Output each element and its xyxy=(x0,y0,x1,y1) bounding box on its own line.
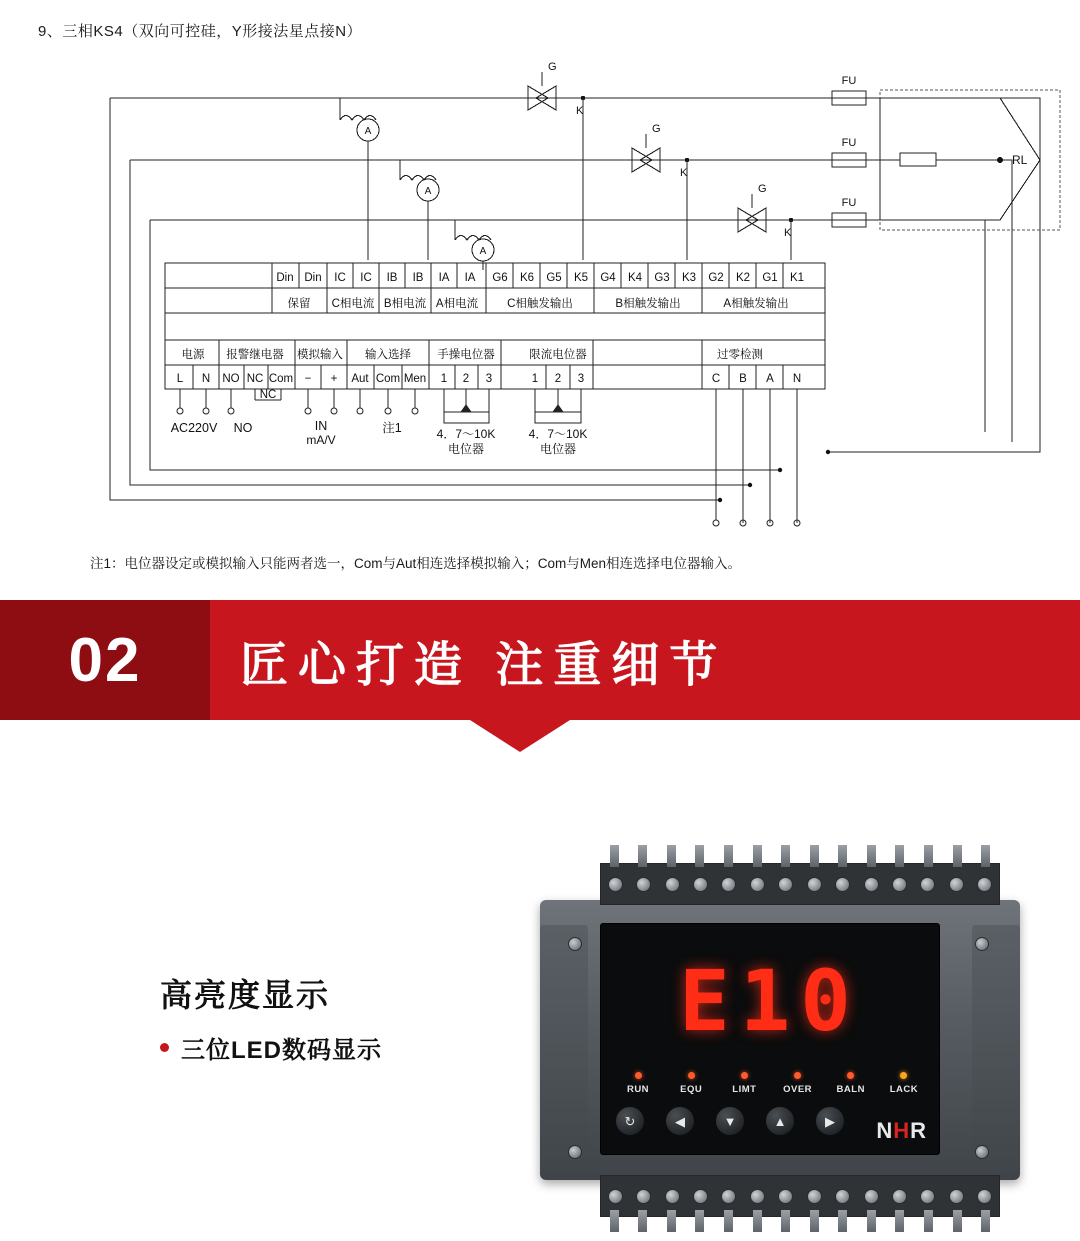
terminal-screw xyxy=(750,1189,765,1204)
banner-number: 02 xyxy=(68,625,142,695)
terminal-pin xyxy=(953,845,962,867)
svg-text:K3: K3 xyxy=(681,272,697,284)
terminal-screw xyxy=(778,877,793,892)
terminal-pin xyxy=(810,845,819,867)
svg-text:K1: K1 xyxy=(789,272,805,284)
svg-text:2: 2 xyxy=(462,373,470,385)
button-row xyxy=(615,1106,845,1136)
led-dot-icon xyxy=(688,1072,695,1079)
indicator-row xyxy=(615,1072,927,1095)
svg-text:K: K xyxy=(576,105,584,117)
svg-text:AC220V: AC220V xyxy=(170,421,218,435)
svg-text:1: 1 xyxy=(440,373,448,385)
svg-text:电位器: 电位器 xyxy=(539,442,577,456)
svg-text:K5: K5 xyxy=(573,272,589,284)
terminal-pin xyxy=(981,1210,990,1232)
svg-text:过零检测: 过零检测 xyxy=(717,349,763,361)
svg-text:C: C xyxy=(711,373,721,385)
indicator-over xyxy=(775,1072,821,1095)
svg-text:K6: K6 xyxy=(519,272,535,284)
svg-text:Com: Com xyxy=(268,373,294,385)
terminal-screw xyxy=(665,1189,680,1204)
terminal-pin xyxy=(638,1210,647,1232)
led-dot-icon xyxy=(741,1072,748,1079)
terminal-screw xyxy=(920,1189,935,1204)
terminal-pin xyxy=(867,845,876,867)
terminal-screw xyxy=(636,1189,651,1204)
indicator-run xyxy=(615,1072,661,1095)
led-dot-icon xyxy=(794,1072,801,1079)
svg-text:IA: IA xyxy=(438,272,450,284)
device-side-left xyxy=(540,925,588,1150)
svg-text:A: A xyxy=(424,186,432,197)
terminal-pin xyxy=(867,1210,876,1232)
terminal-pin xyxy=(981,845,990,867)
feature-item xyxy=(160,1030,382,1065)
terminal-screw xyxy=(949,1189,964,1204)
terminal-pin xyxy=(924,1210,933,1232)
brand-logo: NHR xyxy=(876,1118,927,1143)
svg-text:FU: FU xyxy=(841,197,857,209)
svg-text:模拟输入: 模拟输入 xyxy=(297,349,343,361)
svg-text:NC: NC xyxy=(259,389,277,401)
corner-screw xyxy=(568,937,582,951)
svg-text:N: N xyxy=(201,373,211,385)
terminal-screw xyxy=(864,1189,879,1204)
led-dot-icon xyxy=(635,1072,642,1079)
terminal-screw xyxy=(977,877,992,892)
terminal-screw xyxy=(892,1189,907,1204)
svg-text:保留: 保留 xyxy=(287,298,311,310)
svg-text:IA: IA xyxy=(464,272,476,284)
svg-text:N: N xyxy=(792,373,802,385)
svg-text:G: G xyxy=(548,61,557,73)
terminal-pin xyxy=(781,845,790,867)
svg-text:2: 2 xyxy=(554,373,562,385)
terminal-pin xyxy=(953,1210,962,1232)
terminal-pin xyxy=(895,1210,904,1232)
svg-text:+: + xyxy=(330,373,338,385)
svg-text:报警继电器: 报警继电器 xyxy=(226,349,284,361)
svg-text:FU: FU xyxy=(841,75,857,87)
svg-text:G5: G5 xyxy=(546,272,562,284)
svg-text:K: K xyxy=(680,167,688,179)
svg-text:B相触发输出: B相触发输出 xyxy=(615,298,681,310)
svg-text:IB: IB xyxy=(386,272,398,284)
banner-number-box xyxy=(0,600,210,720)
terminal-strip-top xyxy=(600,863,1000,905)
svg-text:3: 3 xyxy=(577,373,585,385)
terminal-pin xyxy=(838,1210,847,1232)
svg-text:G4: G4 xyxy=(600,272,616,284)
svg-text:IB: IB xyxy=(412,272,424,284)
svg-text:G1: G1 xyxy=(762,272,778,284)
terminal-screw xyxy=(721,1189,736,1204)
svg-text:Din: Din xyxy=(276,272,294,284)
svg-text:NO: NO xyxy=(222,373,240,385)
terminal-row-pins xyxy=(177,373,801,385)
terminal-pin xyxy=(838,845,847,867)
feature-title: 高亮度显示 xyxy=(160,977,331,1013)
terminal-pin xyxy=(924,845,933,867)
down-button[interactable]: ▼ xyxy=(715,1106,745,1136)
terminal-screw xyxy=(835,877,850,892)
device-front-panel xyxy=(600,923,940,1155)
terminal-pin xyxy=(781,1210,790,1232)
corner-screw xyxy=(568,1145,582,1159)
terminal-screw xyxy=(750,877,765,892)
led-dot-icon xyxy=(900,1072,907,1079)
corner-screw xyxy=(975,1145,989,1159)
terminal-pin xyxy=(610,1210,619,1232)
svg-text:G3: G3 xyxy=(654,272,670,284)
svg-text:电源: 电源 xyxy=(181,349,205,361)
terminal-pin xyxy=(695,1210,704,1232)
terminal-screw xyxy=(665,877,680,892)
terminal-screw xyxy=(693,1189,708,1204)
svg-text:限流电位器: 限流电位器 xyxy=(529,349,587,361)
svg-text:C相电流: C相电流 xyxy=(331,298,375,310)
terminal-row-lower-groups xyxy=(182,347,764,361)
svg-text:Din: Din xyxy=(304,272,322,284)
terminal-screw xyxy=(693,877,708,892)
terminal-pin xyxy=(810,1210,819,1232)
svg-text:NO: NO xyxy=(233,421,253,435)
svg-text:RL: RL xyxy=(1012,153,1028,167)
svg-text:IC: IC xyxy=(360,272,372,284)
terminal-pins-top xyxy=(600,845,1000,867)
indicator-label: EQU xyxy=(680,1084,703,1095)
up-button[interactable]: ▲ xyxy=(765,1106,795,1136)
svg-text:L: L xyxy=(176,373,184,385)
diagram-note: 注1：电位器设定或模拟输入只能两者选一，Com与Aut相连选择模拟输入；Com与Men相连选择电位器输入。 xyxy=(90,556,742,571)
banner-title: 匠心打造 注重细节 xyxy=(240,638,728,692)
terminal-screw xyxy=(835,1189,850,1204)
svg-text:K2: K2 xyxy=(735,272,751,284)
led-dot-icon xyxy=(847,1072,854,1079)
led-display: E10 xyxy=(679,952,861,1050)
terminal-pin xyxy=(724,845,733,867)
svg-text:手操电位器: 手操电位器 xyxy=(437,349,495,361)
terminal-row-groups xyxy=(288,296,789,310)
svg-text:Com: Com xyxy=(375,373,401,385)
indicator-label: OVER xyxy=(783,1084,813,1095)
terminal-pin xyxy=(753,845,762,867)
device-photo xyxy=(520,845,1040,1235)
svg-text:A: A xyxy=(766,373,774,385)
device-side-right xyxy=(972,925,1020,1150)
terminal-screw xyxy=(608,1189,623,1204)
bullet-icon xyxy=(160,1043,169,1052)
svg-text:1: 1 xyxy=(531,373,539,385)
indicator-label: LIMT xyxy=(732,1084,757,1095)
right-button[interactable]: ▶ xyxy=(815,1106,845,1136)
svg-text:K4: K4 xyxy=(627,272,643,284)
svg-text:−: − xyxy=(304,373,312,385)
terminal-screw xyxy=(977,1189,992,1204)
feature-item-label: 三位LED数码显示 xyxy=(181,1037,382,1064)
wiring-diagram xyxy=(0,60,1080,580)
svg-text:4．7～10K: 4．7～10K xyxy=(436,427,496,441)
terminal-screws-top xyxy=(601,864,999,904)
indicator-equ xyxy=(668,1072,714,1095)
indicator-baln xyxy=(828,1072,874,1095)
svg-text:Aut: Aut xyxy=(351,373,369,385)
svg-text:Men: Men xyxy=(403,373,427,385)
svg-text:注1: 注1 xyxy=(382,421,402,435)
svg-text:A相电流: A相电流 xyxy=(435,298,479,310)
page-title: 9、三相KS4（双向可控硅，Y形接法星点接N） xyxy=(38,23,363,40)
svg-text:B: B xyxy=(739,373,747,385)
svg-text:NC: NC xyxy=(246,373,264,385)
terminal-pin xyxy=(724,1210,733,1232)
terminal-screw xyxy=(721,877,736,892)
terminal-pin xyxy=(610,845,619,867)
svg-text:IN: IN xyxy=(314,419,328,433)
svg-text:FU: FU xyxy=(841,137,857,149)
power-reset-button[interactable]: ↻ xyxy=(615,1106,645,1136)
svg-text:G6: G6 xyxy=(492,272,508,284)
terminal-pin xyxy=(695,845,704,867)
terminal-screw xyxy=(807,877,822,892)
indicator-lack xyxy=(881,1072,927,1095)
indicator-label: LACK xyxy=(889,1084,919,1095)
terminal-screw xyxy=(949,877,964,892)
svg-text:A: A xyxy=(479,246,487,257)
terminal-screw xyxy=(608,877,623,892)
terminal-pin xyxy=(895,845,904,867)
svg-text:mA/V: mA/V xyxy=(306,433,336,447)
svg-text:G: G xyxy=(652,123,661,135)
terminal-pin xyxy=(667,1210,676,1232)
terminal-screw xyxy=(920,877,935,892)
svg-text:A相触发输出: A相触发输出 xyxy=(723,298,789,310)
svg-text:输入选择: 输入选择 xyxy=(365,349,411,361)
svg-text:3: 3 xyxy=(485,373,493,385)
svg-text:B相电流: B相电流 xyxy=(383,298,427,310)
banner-notch xyxy=(470,720,570,752)
svg-text:4．7～10K: 4．7～10K xyxy=(528,427,588,441)
svg-text:C相触发输出: C相触发输出 xyxy=(507,298,573,310)
section-banner xyxy=(0,600,1080,720)
svg-text:IC: IC xyxy=(334,272,346,284)
indicator-label: RUN xyxy=(626,1084,650,1095)
terminal-screw xyxy=(864,877,879,892)
svg-text:K: K xyxy=(784,227,792,239)
terminal-screw xyxy=(636,877,651,892)
terminal-screw xyxy=(892,877,907,892)
terminal-screw xyxy=(807,1189,822,1204)
svg-text:G: G xyxy=(758,183,767,195)
indicator-limt xyxy=(721,1072,767,1095)
terminal-pins-bottom xyxy=(600,1210,1000,1232)
svg-text:电位器: 电位器 xyxy=(447,442,485,456)
svg-text:A: A xyxy=(364,126,372,137)
corner-screw xyxy=(975,937,989,951)
svg-text:G2: G2 xyxy=(708,272,724,284)
terminal-pin xyxy=(753,1210,762,1232)
terminal-screw xyxy=(778,1189,793,1204)
terminal-pin xyxy=(638,845,647,867)
left-button[interactable]: ◀ xyxy=(665,1106,695,1136)
terminal-pin xyxy=(667,845,676,867)
indicator-label: BALN xyxy=(836,1084,865,1095)
